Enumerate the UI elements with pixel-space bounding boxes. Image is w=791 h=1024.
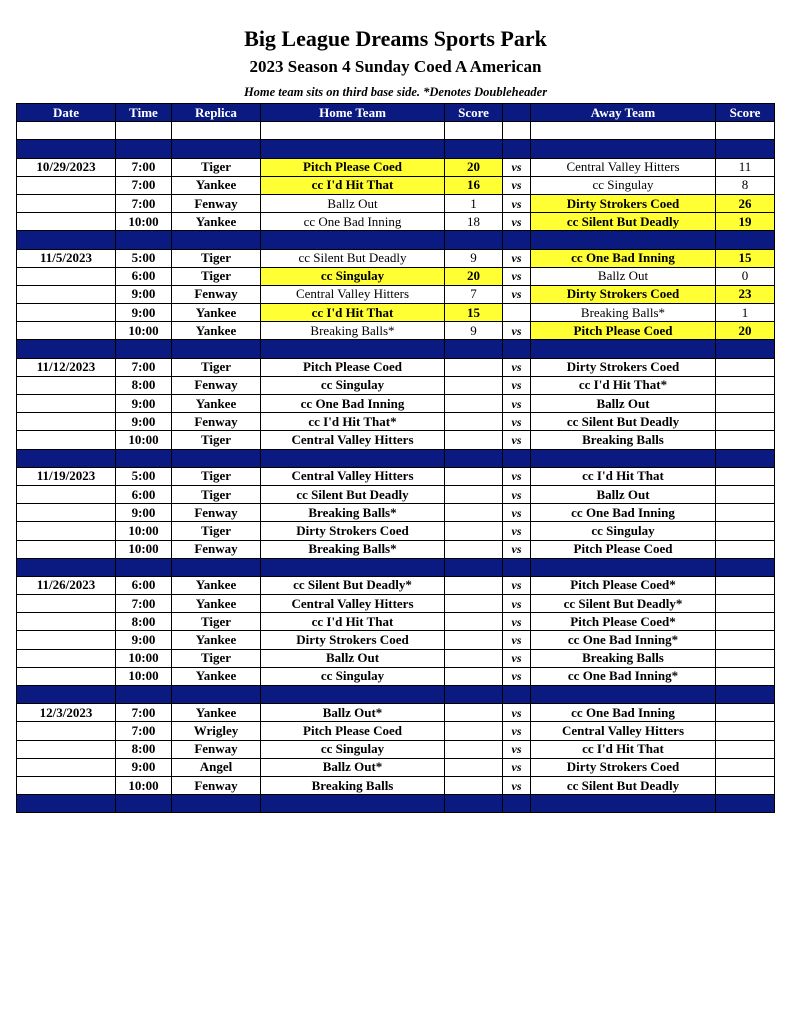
home-score-cell: 20 [445,267,503,285]
vs-cell: vs [503,631,531,649]
game-row [17,431,775,449]
home-score-cell [445,485,503,503]
away-score-cell [716,540,775,558]
replica-cell: Fenway [172,376,261,394]
page-title: Big League Dreams Sports Park [244,26,547,51]
game-row [17,467,775,485]
home-team-cell: Breaking Balls* [261,504,445,522]
home-score-cell [445,722,503,740]
away-score-cell: 15 [716,249,775,267]
replica-cell: Fenway [172,740,261,758]
replica-cell: Tiger [172,467,261,485]
time-cell: 10:00 [116,776,172,794]
away-score-cell [716,722,775,740]
home-team-cell: Ballz Out* [261,704,445,722]
home-score-cell [445,704,503,722]
vs-cell: vs [503,249,531,267]
away-score-cell [716,595,775,613]
date-cell [17,595,116,613]
home-score-cell [445,540,503,558]
away-score-cell [716,576,775,594]
away-team-cell: cc One Bad Inning [531,504,716,522]
away-score-cell: 20 [716,322,775,340]
time-cell: 5:00 [116,467,172,485]
away-score-cell [716,395,775,413]
away-score-cell [716,376,775,394]
time-cell: 7:00 [116,595,172,613]
time-cell: 10:00 [116,431,172,449]
replica-cell: Yankee [172,704,261,722]
time-cell: 10:00 [116,540,172,558]
time-cell: 9:00 [116,504,172,522]
replica-cell: Yankee [172,595,261,613]
away-score-cell [716,467,775,485]
date-cell [17,776,116,794]
time-cell: 9:00 [116,758,172,776]
away-score-cell: 26 [716,194,775,212]
game-row [17,540,775,558]
day-separator [17,686,775,704]
time-cell: 7:00 [116,176,172,194]
vs-cell: vs [503,467,531,485]
game-row [17,485,775,503]
game-row [17,376,775,394]
home-score-cell: 7 [445,285,503,303]
away-score-cell [716,758,775,776]
replica-cell: Angel [172,758,261,776]
away-team-cell: Dirty Strokers Coed [531,358,716,376]
away-score-cell [716,776,775,794]
game-row [17,194,775,212]
time-cell: 10:00 [116,667,172,685]
away-score-cell [716,358,775,376]
home-team-cell: cc I'd Hit That* [261,413,445,431]
time-cell: 7:00 [116,194,172,212]
game-row [17,776,775,794]
game-row [17,358,775,376]
replica-cell: Tiger [172,267,261,285]
date-cell: 12/3/2023 [17,704,116,722]
home-score-cell: 15 [445,304,503,322]
game-row [17,595,775,613]
replica-cell: Yankee [172,667,261,685]
time-cell: 6:00 [116,267,172,285]
time-cell: 5:00 [116,249,172,267]
date-cell [17,413,116,431]
time-cell: 6:00 [116,485,172,503]
game-row [17,249,775,267]
time-cell: 10:00 [116,213,172,231]
replica-cell: Tiger [172,249,261,267]
vs-cell: vs [503,522,531,540]
away-score-cell [716,485,775,503]
date-cell [17,722,116,740]
replica-cell: Yankee [172,322,261,340]
vs-cell: vs [503,740,531,758]
away-score-cell [716,522,775,540]
home-score-cell: 9 [445,322,503,340]
away-team-cell: cc One Bad Inning* [531,631,716,649]
replica-cell: Tiger [172,158,261,176]
game-row [17,631,775,649]
replica-cell: Wrigley [172,722,261,740]
time-cell: 9:00 [116,395,172,413]
game-row [17,285,775,303]
vs-cell: vs [503,395,531,413]
date-cell: 11/26/2023 [17,576,116,594]
home-team-cell: Ballz Out [261,649,445,667]
time-cell: 7:00 [116,704,172,722]
home-team-cell: cc Silent But Deadly [261,249,445,267]
date-cell [17,431,116,449]
vs-cell: vs [503,267,531,285]
date-cell [17,213,116,231]
game-row [17,267,775,285]
home-score-cell [445,431,503,449]
away-team-cell: cc I'd Hit That [531,467,716,485]
away-score-cell: 23 [716,285,775,303]
away-team-cell: cc Singulay [531,522,716,540]
replica-cell: Yankee [172,213,261,231]
home-team-cell: Breaking Balls* [261,540,445,558]
away-team-cell: Dirty Strokers Coed [531,285,716,303]
away-team-cell: Breaking Balls* [531,304,716,322]
date-cell [17,667,116,685]
home-score-cell: 20 [445,158,503,176]
home-team-cell: cc Singulay [261,667,445,685]
date-cell [17,285,116,303]
day-separator [17,340,775,358]
game-row [17,758,775,776]
time-cell: 7:00 [116,158,172,176]
away-score-cell: 8 [716,176,775,194]
col-header-home-team: Home Team [261,104,445,122]
game-row [17,158,775,176]
away-score-cell [716,431,775,449]
away-team-cell: Pitch Please Coed* [531,613,716,631]
time-cell: 10:00 [116,522,172,540]
time-cell: 10:00 [116,649,172,667]
replica-cell: Tiger [172,613,261,631]
game-row [17,395,775,413]
date-cell [17,758,116,776]
home-score-cell [445,358,503,376]
replica-cell: Tiger [172,649,261,667]
game-row [17,322,775,340]
away-team-cell: Pitch Please Coed [531,540,716,558]
home-team-cell: Pitch Please Coed [261,722,445,740]
home-team-cell: Ballz Out* [261,758,445,776]
home-team-cell: cc One Bad Inning [261,395,445,413]
home-team-cell: cc Silent But Deadly* [261,576,445,594]
vs-cell: vs [503,613,531,631]
game-row [17,576,775,594]
col-header-vs [503,104,531,122]
vs-cell: vs [503,376,531,394]
away-score-cell [716,413,775,431]
away-score-cell [716,613,775,631]
time-cell: 6:00 [116,576,172,594]
date-cell [17,322,116,340]
away-score-cell: 1 [716,304,775,322]
vs-cell: vs [503,722,531,740]
replica-cell: Yankee [172,176,261,194]
home-score-cell: 1 [445,194,503,212]
away-team-cell: Central Valley Hitters [531,722,716,740]
vs-cell: vs [503,758,531,776]
game-row [17,740,775,758]
away-team-cell: cc Silent But Deadly [531,413,716,431]
vs-cell: vs [503,285,531,303]
away-team-cell: Pitch Please Coed* [531,576,716,594]
home-team-cell: cc I'd Hit That [261,613,445,631]
date-cell [17,376,116,394]
vs-cell: vs [503,358,531,376]
schedule-body [17,122,775,813]
replica-cell: Fenway [172,413,261,431]
home-team-cell: Breaking Balls* [261,322,445,340]
game-row [17,613,775,631]
home-team-cell: Central Valley Hitters [261,595,445,613]
vs-cell: vs [503,704,531,722]
away-team-cell: Ballz Out [531,267,716,285]
home-score-cell [445,649,503,667]
date-cell: 11/12/2023 [17,358,116,376]
home-team-cell: cc Singulay [261,376,445,394]
vs-cell: vs [503,213,531,231]
away-team-cell: cc Silent But Deadly* [531,595,716,613]
time-cell: 7:00 [116,722,172,740]
date-cell [17,485,116,503]
vs-cell: vs [503,776,531,794]
blank-row [17,122,775,140]
date-cell [17,194,116,212]
replica-cell: Yankee [172,395,261,413]
away-score-cell [716,667,775,685]
home-team-cell: Dirty Strokers Coed [261,522,445,540]
day-separator [17,140,775,158]
game-row [17,667,775,685]
vs-cell: vs [503,485,531,503]
vs-cell: vs [503,576,531,594]
home-score-cell [445,522,503,540]
day-separator [17,795,775,813]
home-score-cell [445,613,503,631]
vs-cell: vs [503,194,531,212]
home-team-cell: Dirty Strokers Coed [261,631,445,649]
away-score-cell: 0 [716,267,775,285]
away-score-cell [716,740,775,758]
home-score-cell [445,595,503,613]
time-cell: 9:00 [116,631,172,649]
date-cell [17,522,116,540]
away-team-cell: Breaking Balls [531,649,716,667]
away-score-cell [716,631,775,649]
home-team-cell: Breaking Balls [261,776,445,794]
replica-cell: Yankee [172,631,261,649]
game-row [17,213,775,231]
replica-cell: Fenway [172,540,261,558]
replica-cell: Tiger [172,431,261,449]
away-team-cell: Central Valley Hitters [531,158,716,176]
game-row [17,704,775,722]
home-score-cell [445,776,503,794]
vs-cell: vs [503,504,531,522]
vs-cell: vs [503,649,531,667]
home-score-cell: 16 [445,176,503,194]
time-cell: 9:00 [116,413,172,431]
date-cell: 11/5/2023 [17,249,116,267]
away-score-cell [716,504,775,522]
home-score-cell [445,467,503,485]
replica-cell: Fenway [172,194,261,212]
away-score-cell: 11 [716,158,775,176]
schedule-note: Home team sits on third base side. *Denotes Doubleheader [243,85,548,99]
col-header-home-score: Score [445,104,503,122]
home-team-cell: Central Valley Hitters [261,285,445,303]
date-cell [17,267,116,285]
home-score-cell: 18 [445,213,503,231]
game-row [17,649,775,667]
away-team-cell: Dirty Strokers Coed [531,194,716,212]
time-cell: 9:00 [116,285,172,303]
game-row [17,522,775,540]
home-team-cell: cc I'd Hit That [261,176,445,194]
vs-cell: vs [503,158,531,176]
day-separator [17,558,775,576]
vs-cell: vs [503,667,531,685]
away-team-cell: cc Silent But Deadly [531,776,716,794]
vs-cell: vs [503,540,531,558]
replica-cell: Tiger [172,522,261,540]
away-team-cell: cc I'd Hit That* [531,376,716,394]
away-team-cell: cc I'd Hit That [531,740,716,758]
col-header-away-team: Away Team [531,104,716,122]
replica-cell: Tiger [172,358,261,376]
game-row [17,722,775,740]
home-score-cell [445,395,503,413]
home-score-cell [445,758,503,776]
vs-cell [503,304,531,322]
away-team-cell: Dirty Strokers Coed [531,758,716,776]
replica-cell: Fenway [172,776,261,794]
game-row [17,176,775,194]
time-cell: 8:00 [116,613,172,631]
away-team-cell: cc One Bad Inning [531,704,716,722]
home-team-cell: Ballz Out [261,194,445,212]
away-team-cell: Ballz Out [531,395,716,413]
game-row [17,504,775,522]
date-cell [17,176,116,194]
date-cell [17,304,116,322]
time-cell: 10:00 [116,322,172,340]
replica-cell: Fenway [172,285,261,303]
replica-cell: Tiger [172,485,261,503]
away-team-cell: cc One Bad Inning [531,249,716,267]
game-row [17,413,775,431]
away-team-cell: Breaking Balls [531,431,716,449]
date-cell [17,613,116,631]
home-score-cell [445,631,503,649]
replica-cell: Yankee [172,304,261,322]
away-team-cell: cc One Bad Inning* [531,667,716,685]
day-separator [17,449,775,467]
vs-cell: vs [503,413,531,431]
replica-cell: Fenway [172,504,261,522]
away-team-cell: cc Singulay [531,176,716,194]
time-cell: 7:00 [116,358,172,376]
time-cell: 9:00 [116,304,172,322]
day-separator [17,231,775,249]
date-cell [17,631,116,649]
col-header-away-score: Score [716,104,775,122]
game-row [17,304,775,322]
home-team-cell: Pitch Please Coed [261,158,445,176]
home-team-cell: cc Singulay [261,267,445,285]
away-team-cell: Ballz Out [531,485,716,503]
home-team-cell: cc Silent But Deadly [261,485,445,503]
time-cell: 8:00 [116,376,172,394]
date-cell: 10/29/2023 [17,158,116,176]
home-team-cell: cc Singulay [261,740,445,758]
away-team-cell: cc Silent But Deadly [531,213,716,231]
home-team-cell: Pitch Please Coed [261,358,445,376]
vs-cell: vs [503,431,531,449]
home-score-cell [445,376,503,394]
vs-cell: vs [503,176,531,194]
home-score-cell [445,576,503,594]
date-cell [17,540,116,558]
col-header-date: Date [17,104,116,122]
home-team-cell: Central Valley Hitters [261,467,445,485]
home-team-cell: Central Valley Hitters [261,431,445,449]
page-subtitle: 2023 Season 4 Sunday Coed A American [249,57,542,76]
date-cell [17,740,116,758]
vs-cell: vs [503,322,531,340]
schedule-table [16,103,775,813]
home-team-cell: cc One Bad Inning [261,213,445,231]
vs-cell: vs [503,595,531,613]
home-score-cell: 9 [445,249,503,267]
home-score-cell [445,740,503,758]
away-score-cell [716,649,775,667]
header-row [17,104,775,122]
replica-cell: Yankee [172,576,261,594]
home-score-cell [445,504,503,522]
home-team-cell: cc I'd Hit That [261,304,445,322]
date-cell: 11/19/2023 [17,467,116,485]
home-score-cell [445,667,503,685]
time-cell: 8:00 [116,740,172,758]
col-header-time: Time [116,104,172,122]
home-score-cell [445,413,503,431]
away-score-cell: 19 [716,213,775,231]
date-cell [17,395,116,413]
away-team-cell: Pitch Please Coed [531,322,716,340]
col-header-replica: Replica [172,104,261,122]
date-cell [17,649,116,667]
away-score-cell [716,704,775,722]
date-cell [17,504,116,522]
